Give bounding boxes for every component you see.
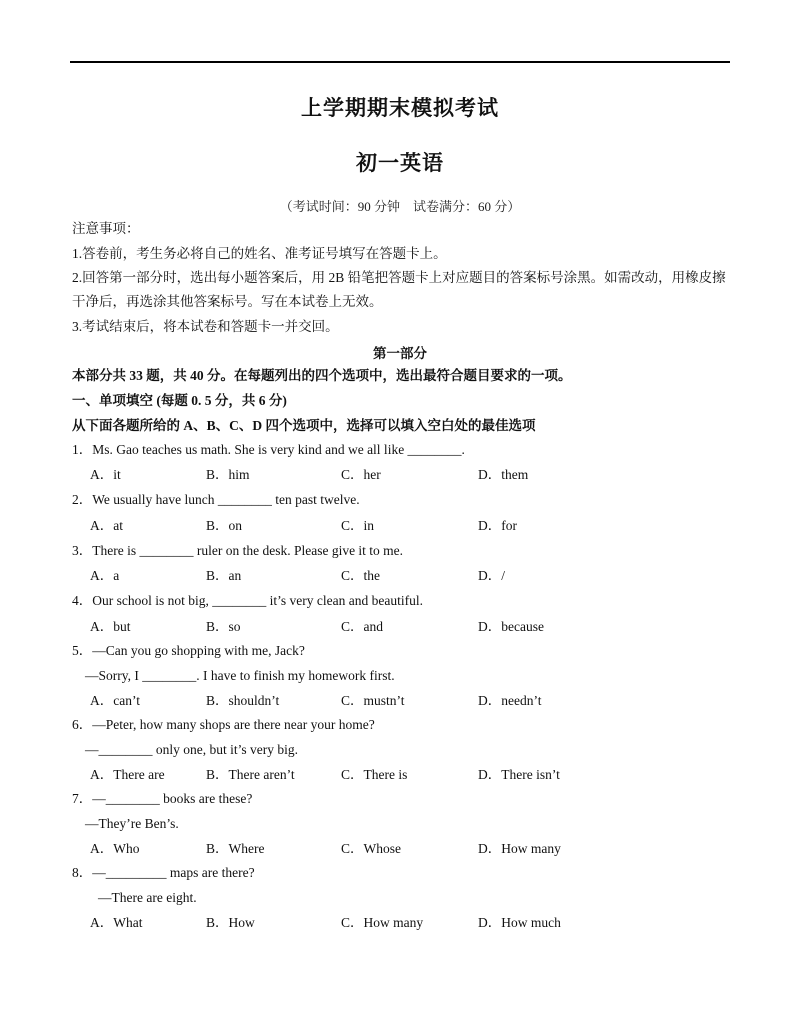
question-6-option-a: A．There are <box>90 767 165 782</box>
notes-heading: 注意事项： <box>72 221 140 236</box>
note-item-1: 1.答卷前，考生务必将自己的姓名、准考证号填写在答题卡上。 <box>72 246 447 261</box>
question-7-response: —They’re Ben’s. <box>85 816 179 831</box>
subject-title: 初一英语 <box>356 151 444 175</box>
question-5-option-d: D．needn’t <box>478 693 542 708</box>
question-3-option-b: B．an <box>206 568 242 583</box>
question-5-stem: 5．—Can you go shopping with me, Jack? <box>72 643 305 658</box>
question-8-option-c: C．How many <box>341 915 424 930</box>
question-2-option-c: C．in <box>341 518 375 533</box>
note-item-3: 3.考试结束后，将本试卷和答题卡一并交回。 <box>72 319 339 334</box>
question-6-option-c: C．There is <box>341 767 408 782</box>
question-8-option-b: B．How <box>206 915 255 930</box>
question-8-stem: 8．—_________ maps are there? <box>72 865 255 880</box>
question-3-option-a: A．a <box>90 568 120 583</box>
question-4-option-a: A．but <box>90 619 131 634</box>
section-instruction: 从下面各题所给的 A、B、C、D 四个选项中，选择可以填入空白处的最佳选项 <box>72 418 536 433</box>
question-1-option-b: B．him <box>206 467 250 482</box>
question-6-response: —________ only one, but it’s very big. <box>85 742 298 757</box>
part-description: 本部分共 33 题，共 40 分。在每题列出的四个选项中，选出最符合题目要求的一项。 <box>72 368 572 383</box>
question-1-stem: 1．Ms. Gao teaches us math. She is very kind and we all like ________. <box>72 442 465 457</box>
question-6-stem: 6．—Peter, how many shops are there near your home? <box>72 717 375 732</box>
question-3-option-c: C．the <box>341 568 380 583</box>
header-rule <box>70 61 730 63</box>
question-3-stem: 3．There is ________ ruler on the desk. Please give it to me. <box>72 543 404 558</box>
question-5-option-a: A．can’t <box>90 693 140 708</box>
question-4-stem: 4．Our school is not big, ________ it’s very clean and beautiful. <box>72 593 423 608</box>
question-7-option-a: A．Who <box>90 841 140 856</box>
exam-title: 上学期期末模拟考试 <box>301 96 499 120</box>
section-heading: 一、单项填空 (每题 0. 5 分，共 6 分) <box>72 393 287 408</box>
question-8-option-d: D．How much <box>478 915 561 930</box>
question-8-response: —There are eight. <box>98 890 197 905</box>
question-2-option-a: A．at <box>90 518 123 533</box>
note-item-2: 2.回答第一部分时，选出每小题答案后，用 2B 铅笔把答题卡上对应题目的答案标号涂黑。如需改动，用橡皮擦干净后，再选涂其他答案标号。写在本试卷上无效。 <box>72 270 726 309</box>
question-2-stem: 2．We usually have lunch ________ ten past twelve. <box>72 492 360 507</box>
question-3-option-d: D．/ <box>478 568 505 583</box>
part-title: 第一部分 <box>373 346 427 361</box>
question-7-option-b: B．Where <box>206 841 265 856</box>
question-4-option-c: C．and <box>341 619 383 634</box>
exam-info: （考试时间：90 分钟 试卷满分：60 分） <box>279 199 521 214</box>
question-7-option-c: C．Whose <box>341 841 401 856</box>
question-2-option-b: B．on <box>206 518 243 533</box>
question-6-option-d: D．There isn’t <box>478 767 560 782</box>
question-1-option-c: C．her <box>341 467 381 482</box>
question-8-option-a: A．What <box>90 915 143 930</box>
question-4-option-b: B．so <box>206 619 241 634</box>
question-1-option-d: D．them <box>478 467 529 482</box>
question-1-option-a: A．it <box>90 467 121 482</box>
question-6-option-b: B．There aren’t <box>206 767 295 782</box>
question-4-option-d: D．because <box>478 619 544 634</box>
question-7-stem: 7．—________ books are these? <box>72 791 253 806</box>
question-2-option-d: D．for <box>478 518 517 533</box>
question-5-response: —Sorry, I ________. I have to finish my homework first. <box>85 668 395 683</box>
question-7-option-d: D．How many <box>478 841 561 856</box>
question-5-option-c: C．mustn’t <box>341 693 405 708</box>
question-5-option-b: B．shouldn’t <box>206 693 280 708</box>
